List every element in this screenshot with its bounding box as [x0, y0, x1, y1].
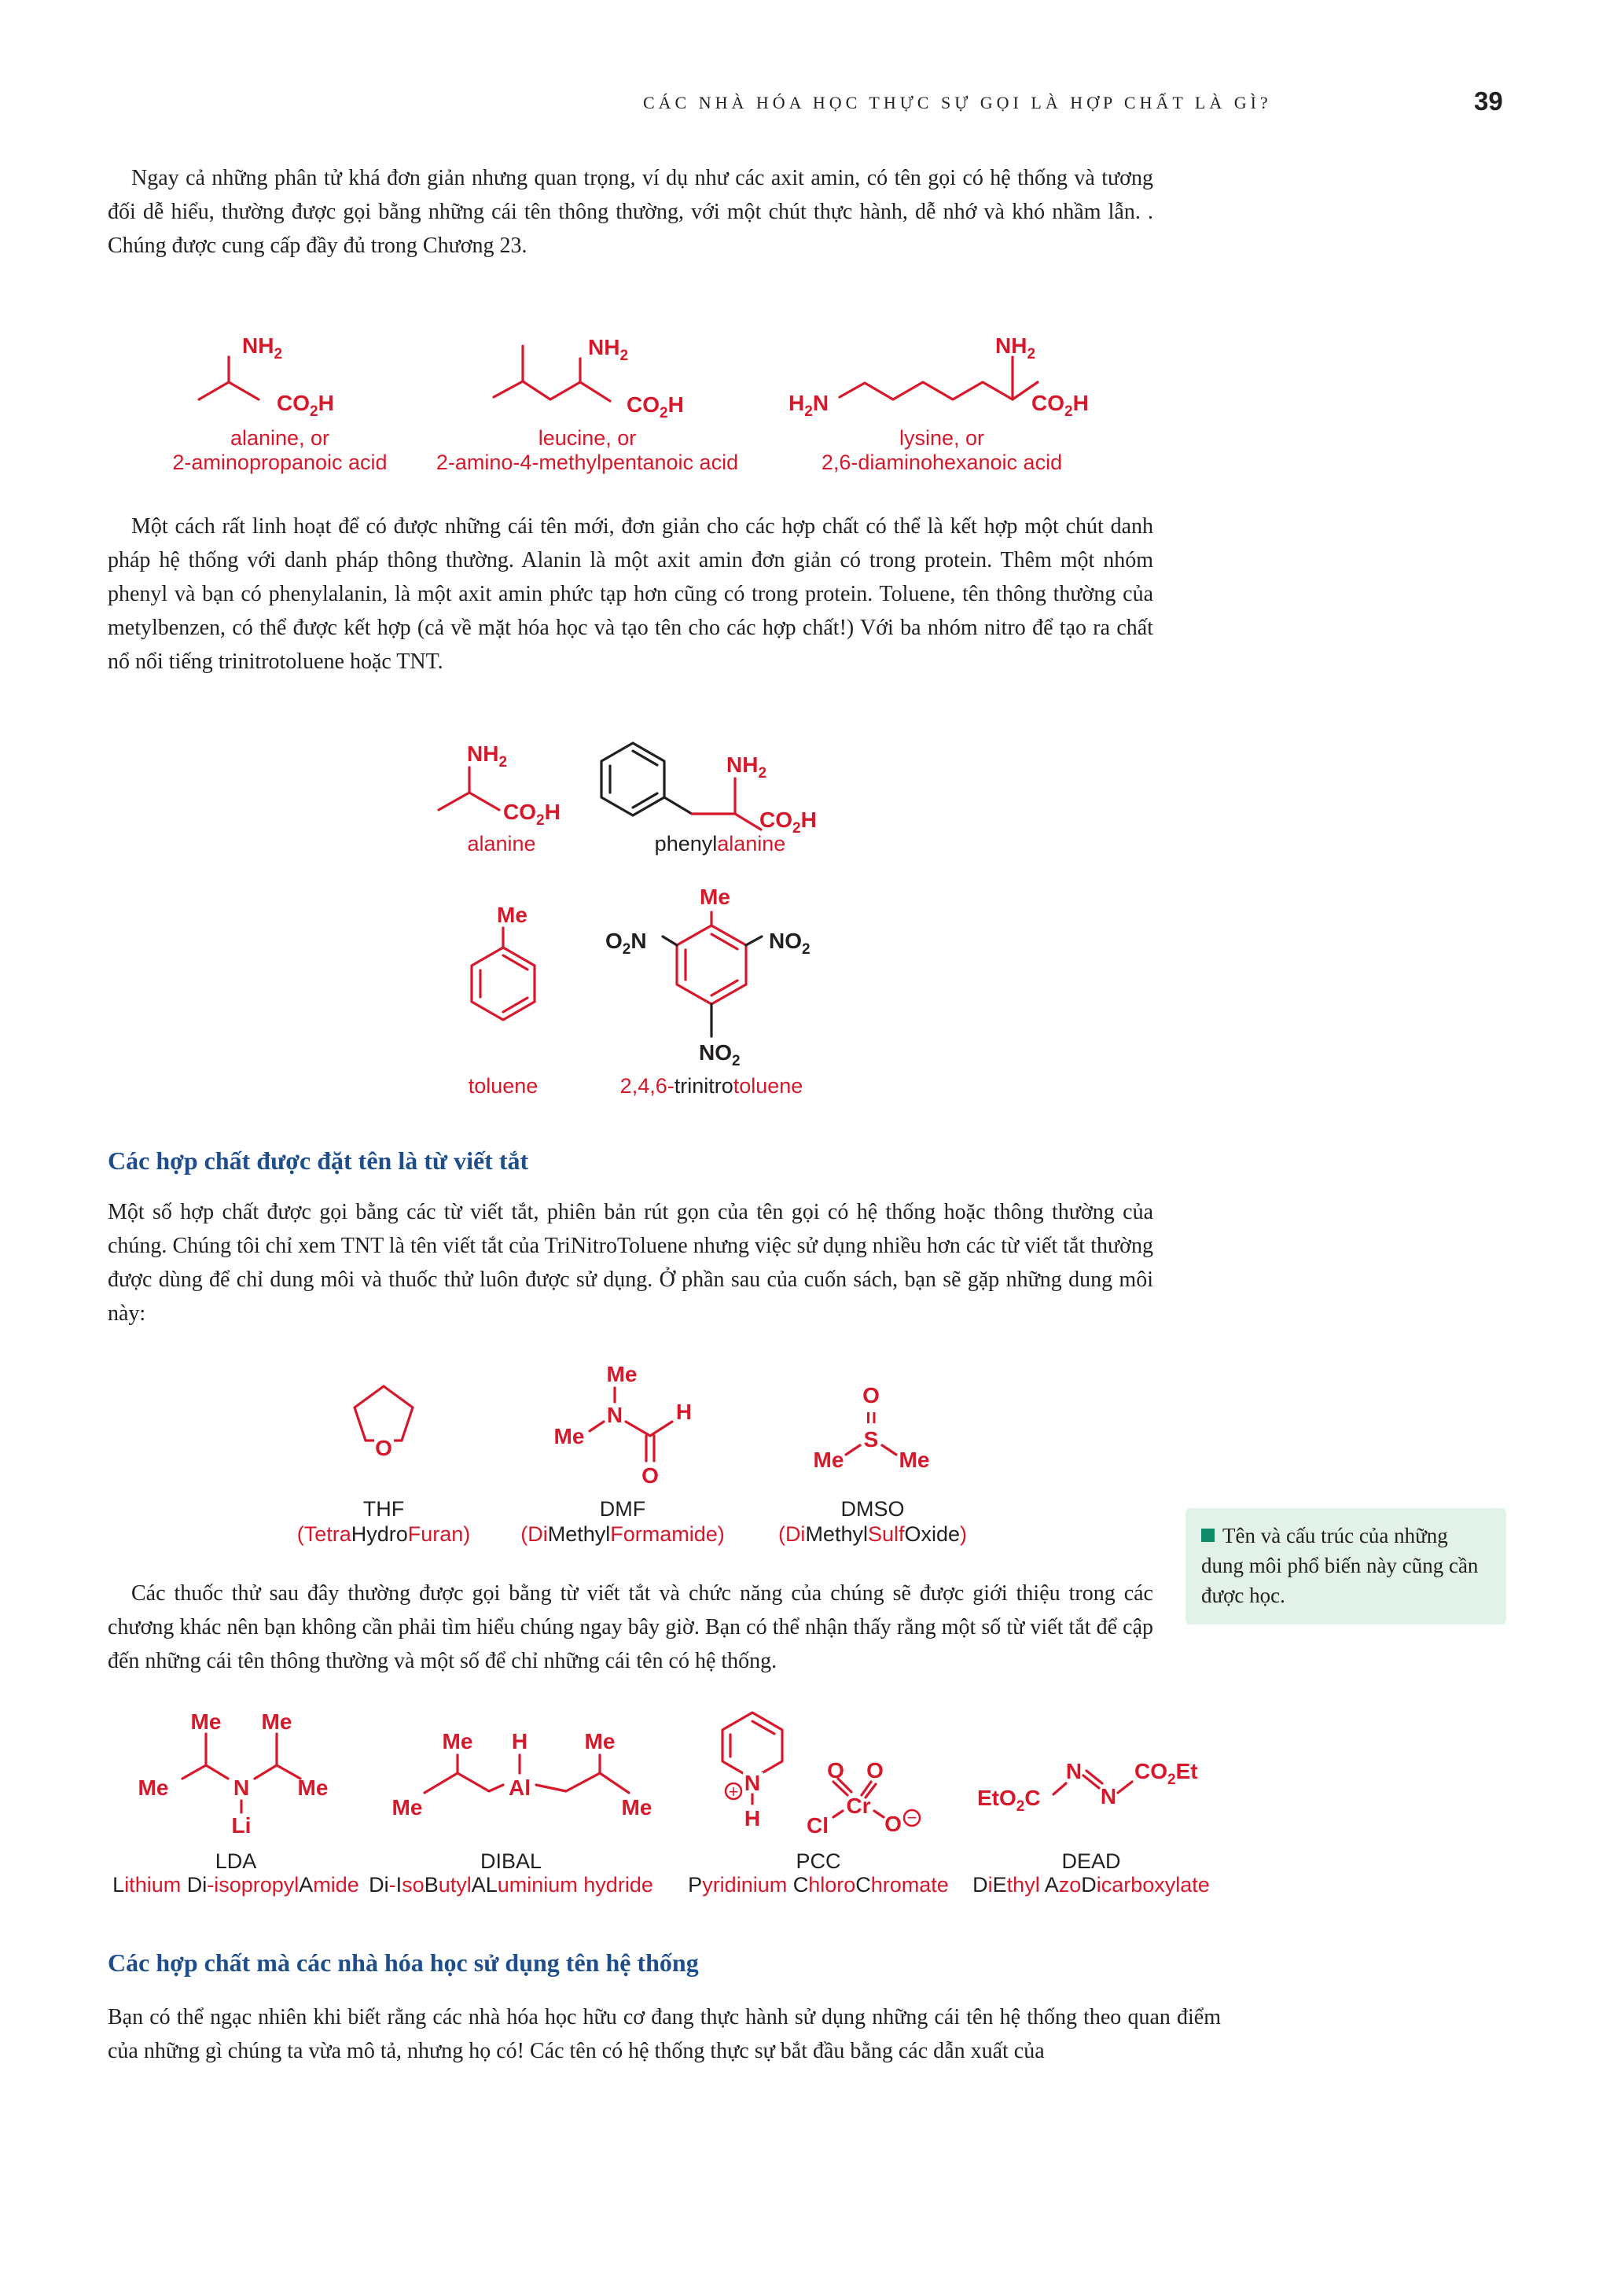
pcc-expansion: Pyridinium ChloroChromate — [688, 1873, 949, 1897]
ester-label: EtO$_2$C — [977, 1786, 1041, 1815]
dead-expansion: DiEthyl AzoDicarboxylate — [972, 1873, 1210, 1897]
methyl-label: Me — [138, 1775, 169, 1800]
alanine-label: alanine — [467, 832, 536, 855]
dmf-structure — [520, 1362, 725, 1546]
oxygen-label: O — [641, 1463, 659, 1488]
carboxyl-label: $CO_2H$ — [277, 391, 334, 420]
amine-label: $H_2N$ — [788, 391, 829, 420]
page-number: 39 — [1474, 86, 1503, 116]
leucine-structure — [436, 335, 738, 474]
carboxyl-label: $CO_2H$ — [503, 800, 561, 829]
dmf-expansion: (DiMethylFormamide) — [520, 1522, 725, 1546]
lda-expansion: Lithium Di-isopropylAmide — [112, 1873, 359, 1897]
nitrogen-label: N — [744, 1771, 761, 1795]
oxygen-label: O — [862, 1383, 880, 1407]
methyl-label: Me — [442, 1729, 473, 1753]
hydrogen-label: H — [744, 1806, 761, 1831]
thf-abbreviation: THF — [362, 1497, 405, 1521]
paragraph-amino-acid-names — [108, 161, 1153, 263]
nitro-group-label: $NO_2$ — [769, 929, 811, 958]
oxygen-label: O — [866, 1758, 884, 1783]
sulfur-label: S — [863, 1427, 879, 1452]
paragraph-text: Bạn có thể ngạc nhiên khi biết rằng các nhà hóa học hữu cơ đang thực hành sử dụng những cái tên hệ thống theo quan điểm của những gì chúng ta vừa mô tả, nhưng họ có! Các tên có hệ thống thực sự bắt đầu bằng các dẫn xuất của — [108, 2005, 1221, 2063]
thf-structure — [297, 1386, 471, 1546]
alanine-structure — [172, 333, 387, 474]
lda-abbreviation: LDA — [215, 1849, 257, 1873]
dead-abbreviation: DEAD — [1061, 1849, 1121, 1873]
nitrogen-label: N — [1100, 1784, 1117, 1808]
paragraph-acronyms — [108, 1195, 1153, 1330]
methyl-label: Me — [553, 1424, 585, 1448]
positive-charge-icon: + — [728, 1782, 739, 1801]
toluene-label: toluene — [468, 1074, 539, 1098]
negative-charge-icon: − — [906, 1808, 917, 1827]
section-heading-systematic-names: Các hợp chất mà các nhà hóa học sử dụng tên hệ thống — [108, 1948, 699, 1977]
oxygen-label: O — [884, 1812, 902, 1836]
running-header: CÁC NHÀ HÓA HỌC THỰC SỰ GỌI LÀ HỢP CHẤT LÀ GÌ? — [643, 93, 1272, 112]
paragraph-text: Ngay cả những phân tử khá đơn giản nhưng quan trọng, ví dụ như các axit amin, có tên gọi có hệ thống và tương đối dễ hiểu, thường được gọi bằng những cái tên thông thường, với một chút thực hành, dễ nhớ và khó nhầm lẫn. . Chúng được cung cấp đầy đủ trong Chương 23. — [108, 166, 1153, 258]
amine-label: $NH_2$ — [242, 333, 283, 362]
dibal-expansion: Di-IsoButylALuminium hydride — [369, 1873, 653, 1897]
hydrogen-label: H — [511, 1729, 528, 1753]
methyl-label: Me — [584, 1729, 616, 1753]
amine-label: $NH_2$ — [467, 741, 508, 771]
methyl-label: Me — [700, 885, 730, 909]
solvents-figure — [0, 1352, 1022, 1565]
paragraph-reagents — [108, 1577, 1153, 1678]
lda-structure — [112, 1709, 359, 1897]
lysine-common-name: lysine, or — [899, 426, 985, 450]
carboxyl-label: $CO_2H$ — [759, 808, 817, 837]
methyl-label: Me — [621, 1795, 652, 1820]
phenylalanine-structure — [601, 743, 817, 855]
aluminium-label: Al — [509, 1775, 531, 1800]
amine-label: $NH_2$ — [995, 333, 1036, 362]
chromium-label: Cr — [846, 1794, 871, 1818]
paragraph-combined-naming — [108, 510, 1153, 679]
paragraph-text: Một số hợp chất được gọi bằng các từ viết tắt, phiên bản rút gọn của tên gọi có hệ thống hoặc thông thường của chúng. Chúng tôi chỉ xem TNT là tên viết tắt của TriNitroToluene nhưng việc sử dụng nhiều hơn các từ viết tắt thường được dùng để chỉ dung môi và thuốc thử luôn được sử dụng. Ở phần sau của cuốn sách, bạn sẽ gặp những dung môi này: — [108, 1200, 1153, 1326]
section-heading-acronyms: Các hợp chất được đặt tên là từ viết tắt — [108, 1146, 529, 1175]
methyl-label: Me — [899, 1448, 930, 1472]
tnt-label: 2,4,6-trinitrotoluene — [619, 1074, 803, 1098]
amine-label: $NH_2$ — [588, 335, 629, 364]
carboxyl-label: $CO_2H$ — [627, 392, 684, 421]
methyl-label: Me — [297, 1775, 329, 1800]
methyl-label: Me — [391, 1795, 423, 1820]
alanine-systematic-name: 2-aminopropanoic acid — [172, 451, 388, 474]
combined-names-figure — [0, 723, 943, 1109]
ester-label: $CO_2Et$ — [1134, 1759, 1198, 1788]
nitrogen-label: N — [606, 1403, 623, 1427]
alanine-common-name: alanine, or — [230, 426, 330, 450]
nitrogen-label: N — [233, 1775, 250, 1800]
pcc-structure — [688, 1713, 949, 1897]
double-bond-label: = — [859, 1411, 884, 1425]
leucine-common-name: leucine, or — [538, 426, 637, 450]
pcc-abbreviation: PCC — [796, 1849, 841, 1873]
alanine-structure — [439, 741, 561, 855]
margin-note — [1185, 1508, 1506, 1624]
dmso-abbreviation: DMSO — [840, 1497, 905, 1521]
margin-note-text: Tên và cấu trúc của những dung môi phổ biến này cũng cần được học. — [1201, 1524, 1479, 1607]
dibal-structure — [369, 1729, 653, 1897]
amino-acid-figure — [0, 315, 1179, 488]
methyl-label: Me — [261, 1709, 292, 1734]
nitro-group-label: $O_2N$ — [605, 929, 647, 958]
thf-expansion: (TetraHydroFuran) — [296, 1522, 471, 1546]
note-marker-icon — [1201, 1529, 1215, 1542]
dead-structure — [972, 1759, 1210, 1897]
paragraph-systematic-names — [108, 2000, 1221, 2068]
oxygen-label: O — [375, 1436, 392, 1460]
paragraph-text: Các thuốc thử sau đây thường được gọi bằng từ viết tắt và chức năng của chúng sẽ được giới thiệu trong các chương khác nên bạn không cần phải tìm hiểu chúng ngay bây giờ. Bạn có thể nhận thấy rằng một số từ viết tắt để cập đến những cái tên thông thường và một số để chỉ những cái tên có hệ thống. — [108, 1581, 1153, 1673]
tnt-structure — [605, 885, 811, 1098]
lysine-systematic-name: 2,6-diaminohexanoic acid — [821, 451, 1063, 474]
carboxyl-label: $CO_2H$ — [1031, 391, 1089, 420]
oxygen-label: O — [827, 1758, 844, 1783]
reagents-figure — [0, 1698, 1258, 1903]
paragraph-text: Một cách rất linh hoạt để có được những cái tên mới, đơn giản cho các hợp chất có thể là kết hợp một chút danh pháp hệ thống với danh pháp thông thường. Alanin là một axit amin đơn giản có trong protein. Thêm một nhóm phenyl và bạn có phenylalanin, là một axit amin phức tạp hơn cũng có trong protein. Toluene, tên thông thường của metylbenzen, có thể được kết hợp (cả về mặt hóa học và tạo tên cho các hợp chất!) Với ba nhóm nitro để tạo ra chất nổ nổi tiếng trinitrotoluene hoặc TNT. — [108, 514, 1153, 674]
dmso-expansion: (DiMethylSulfOxide) — [777, 1522, 968, 1546]
methyl-label: Me — [813, 1448, 844, 1472]
lysine-structure — [788, 333, 1089, 474]
methyl-label: Me — [190, 1709, 222, 1734]
leucine-systematic-name: 2-amino-4-methylpentanoic acid — [436, 451, 739, 474]
dmso-structure — [778, 1383, 967, 1546]
methyl-label: Me — [606, 1362, 638, 1386]
hydrogen-label: H — [675, 1400, 693, 1424]
lithium-label: Li — [231, 1813, 252, 1838]
nitrogen-label: N — [1065, 1759, 1083, 1783]
dibal-abbreviation: DIBAL — [480, 1849, 542, 1873]
amine-label: $NH_2$ — [726, 752, 767, 782]
nitro-group-label: $NO_2$ — [699, 1040, 741, 1069]
toluene-structure — [469, 903, 539, 1098]
phenylalanine-label: phenylalanine — [654, 832, 786, 855]
methyl-label: Me — [497, 903, 527, 927]
dmf-abbreviation: DMF — [599, 1497, 646, 1521]
chlorine-label: Cl — [807, 1813, 829, 1838]
